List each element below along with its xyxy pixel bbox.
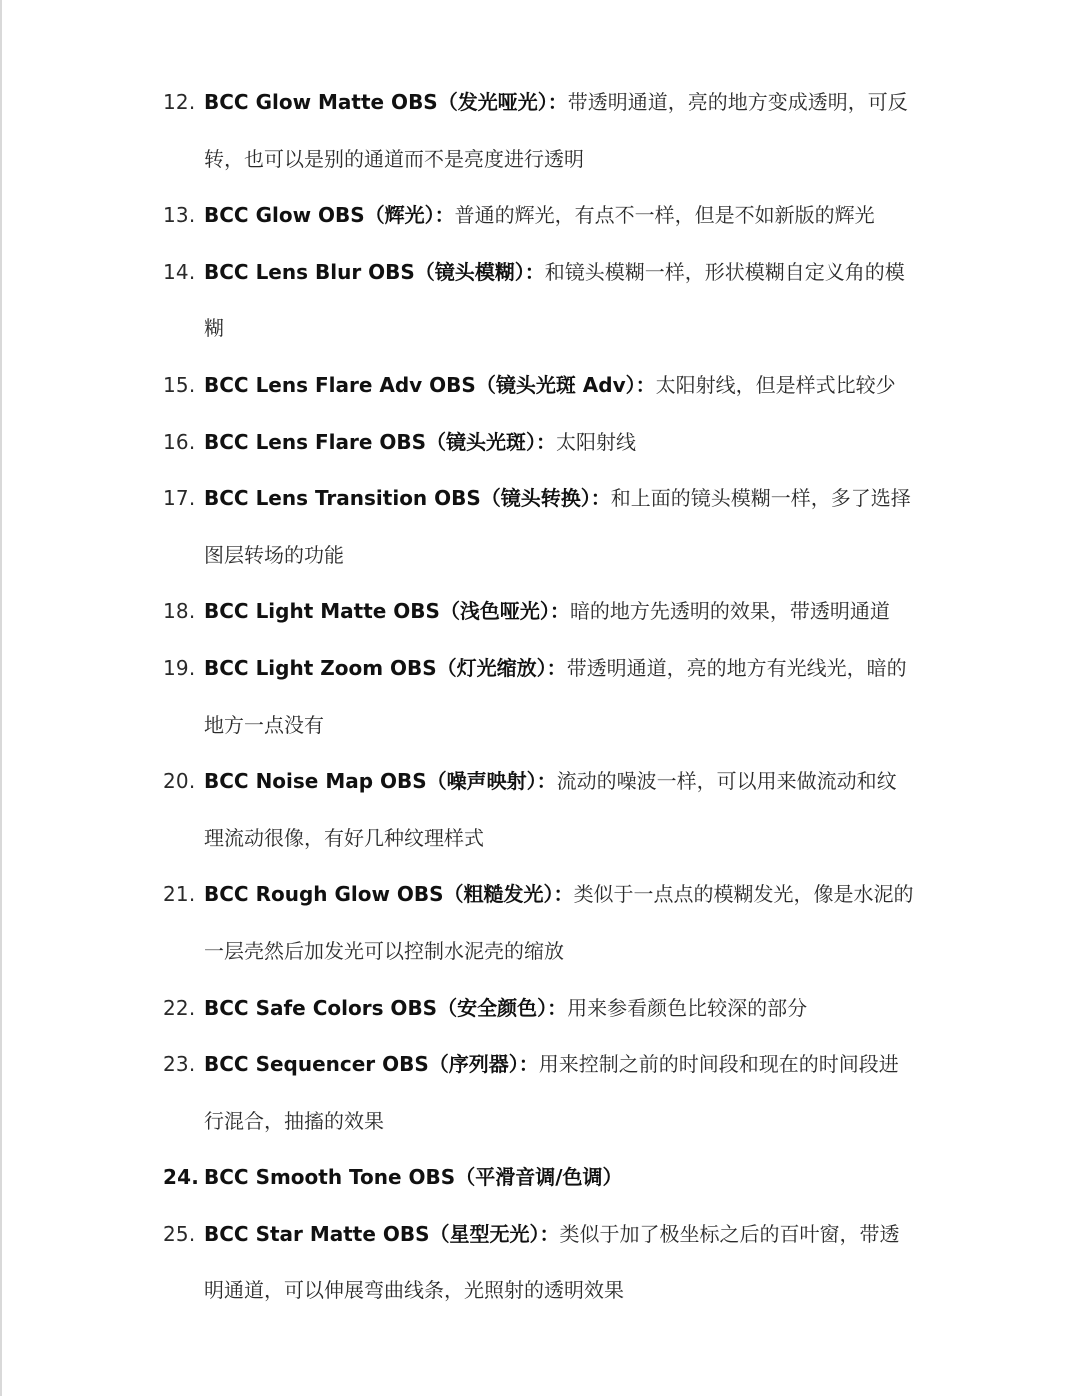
effect-name: BCC Lens Blur OBS（镜头模糊）： bbox=[204, 259, 545, 284]
list-item bbox=[0, 583, 1080, 640]
effect-description: 类似于加了极坐标之后的百叶窗，带透明通道，可以伸展弯曲线条，光照射的透明效果 bbox=[204, 1221, 900, 1303]
effect-name: BCC Rough Glow OBS（粗糙发光）： bbox=[204, 882, 574, 907]
item-number: 24. bbox=[163, 1165, 200, 1190]
effect-description: 带透明通道，亮的地方有光线光，暗的地方一点没有 bbox=[204, 655, 907, 737]
effect-description: 暗的地方先透明的效果，带透明通道 bbox=[569, 599, 890, 624]
item-text bbox=[204, 357, 916, 414]
list-item bbox=[0, 980, 1080, 1037]
effect-description: 和镜头模糊一样，形状模糊自定义角的模糊 bbox=[204, 259, 905, 341]
effect-name: BCC Light Zoom OBS（灯光缩放）： bbox=[204, 655, 567, 680]
effect-name: BCC Sequencer OBS（序列器）： bbox=[204, 1052, 539, 1077]
list-item bbox=[0, 414, 1080, 471]
list-item bbox=[0, 74, 1080, 187]
effect-description: 类似于一点点的模糊发光，像是水泥的一层壳然后加发光可以控制水泥壳的缩放 bbox=[204, 882, 914, 963]
effect-description: 太阳射线，但是样式比较少 bbox=[655, 372, 896, 397]
effect-name: BCC Safe Colors OBS（安全颜色）： bbox=[204, 995, 568, 1020]
effect-description: 带透明通道，亮的地方变成透明，可反转，也可以是别的通道而不是亮度进行透明 bbox=[204, 90, 908, 171]
list-item bbox=[0, 1036, 1080, 1149]
item-text bbox=[204, 980, 916, 1037]
item-text bbox=[204, 640, 916, 753]
list-item bbox=[0, 244, 1080, 357]
effect-name: BCC Star Matte OBS（星型无光）： bbox=[204, 1221, 560, 1246]
effect-name: BCC Smooth Tone OBS（平滑音调/色调） bbox=[204, 1165, 623, 1190]
list-item bbox=[0, 1206, 1080, 1319]
list-item bbox=[0, 640, 1080, 753]
item-text bbox=[204, 1036, 916, 1149]
item-number: 14. bbox=[163, 259, 196, 284]
list-item bbox=[0, 470, 1080, 583]
effect-description: 用来参看颜色比较深的部分 bbox=[567, 995, 808, 1020]
effect-list bbox=[0, 74, 1080, 1319]
item-number: 18. bbox=[163, 599, 196, 624]
item-number: 20. bbox=[163, 769, 196, 794]
item-text bbox=[204, 74, 916, 187]
effect-name: BCC Glow OBS（辉光）： bbox=[204, 203, 455, 228]
item-number: 15. bbox=[163, 372, 196, 397]
list-item bbox=[0, 1149, 1080, 1206]
list-item bbox=[0, 866, 1080, 979]
effect-description: 普通的辉光，有点不一样，但是不如新版的辉光 bbox=[454, 203, 875, 228]
list-item bbox=[0, 753, 1080, 866]
item-number: 21. bbox=[163, 882, 196, 907]
list-item bbox=[0, 187, 1080, 244]
effect-name: BCC Light Matte OBS（浅色哑光）： bbox=[204, 599, 570, 624]
effect-name: BCC Lens Flare Adv OBS（镜头光斑 Adv）： bbox=[204, 372, 656, 397]
effect-description: 用来控制之前的时间段和现在的时间段进行混合，抽搐的效果 bbox=[204, 1052, 899, 1133]
list-item bbox=[0, 357, 1080, 414]
item-number: 22. bbox=[163, 995, 196, 1020]
item-text bbox=[204, 1206, 916, 1319]
effect-description: 流动的噪波一样，可以用来做流动和纹理流动很像，有好几种纹理样式 bbox=[204, 769, 897, 850]
item-text bbox=[204, 866, 916, 979]
item-text bbox=[204, 1149, 916, 1206]
item-number: 13. bbox=[163, 203, 196, 228]
item-text bbox=[204, 470, 916, 583]
item-number: 12. bbox=[163, 90, 196, 114]
item-number: 19. bbox=[163, 655, 196, 680]
effect-name: BCC Noise Map OBS（噪声映射）： bbox=[204, 769, 557, 794]
effect-description: 太阳射线 bbox=[556, 429, 637, 454]
item-text bbox=[204, 583, 916, 640]
item-text bbox=[204, 414, 916, 471]
effect-name: BCC Lens Flare OBS（镜头光斑）： bbox=[204, 429, 557, 454]
item-number: 17. bbox=[163, 486, 196, 511]
item-number: 25. bbox=[163, 1221, 196, 1246]
item-text bbox=[204, 753, 916, 866]
item-text bbox=[204, 244, 916, 357]
effect-name: BCC Glow Matte OBS（发光哑光）： bbox=[204, 90, 568, 114]
item-number: 16. bbox=[163, 429, 196, 454]
effect-description: 和上面的镜头模糊一样，多了选择图层转场的功能 bbox=[204, 486, 911, 567]
item-text bbox=[204, 187, 916, 244]
effect-name: BCC Lens Transition OBS（镜头转换）： bbox=[204, 486, 611, 511]
item-number: 23. bbox=[163, 1052, 196, 1077]
